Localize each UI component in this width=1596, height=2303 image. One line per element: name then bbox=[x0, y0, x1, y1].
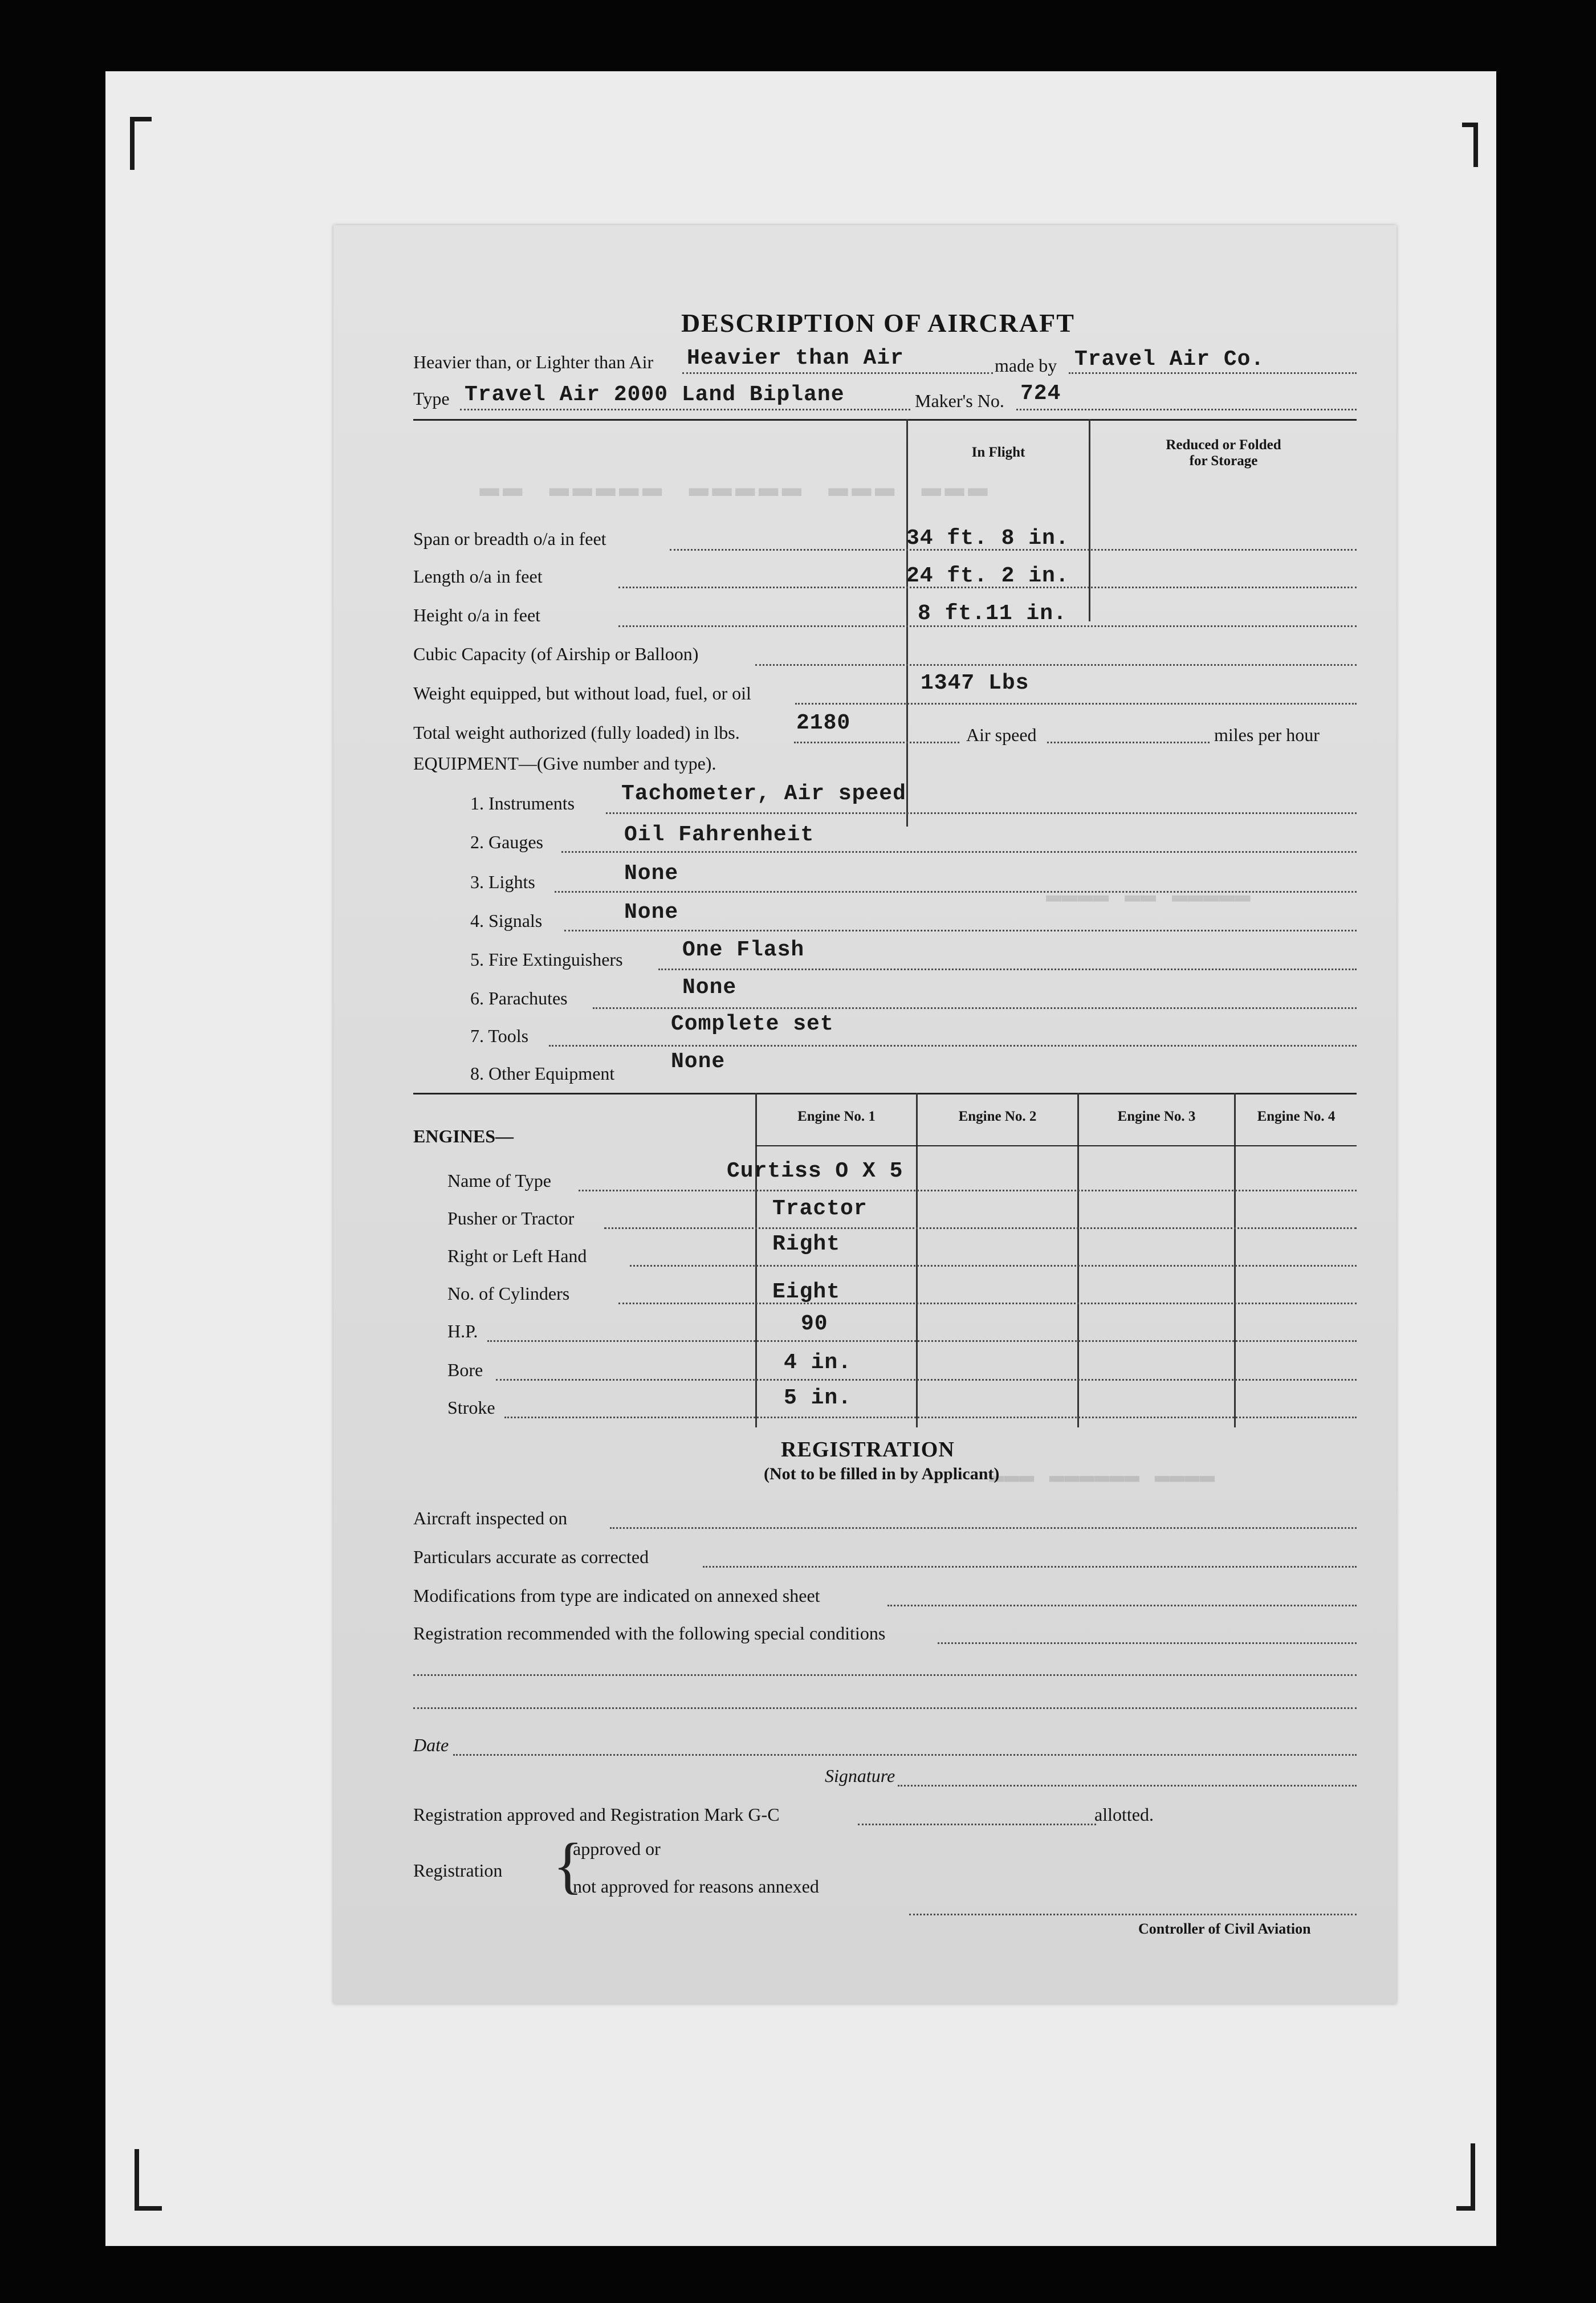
height-label: Height o/a in feet bbox=[413, 605, 541, 625]
equipment-4-line bbox=[564, 930, 1357, 931]
recommended-line-1 bbox=[938, 1642, 1357, 1644]
engine-1-hp-value: 90 bbox=[801, 1312, 828, 1336]
equipment-8-value: None bbox=[671, 1049, 726, 1074]
recommended-line-2 bbox=[413, 1674, 1357, 1676]
engine-2-header: Engine No. 2 bbox=[958, 1109, 1037, 1124]
engine-row-hand-line bbox=[630, 1265, 1357, 1267]
engine-3-header: Engine No. 3 bbox=[1117, 1109, 1196, 1124]
equipment-2-line bbox=[561, 851, 1357, 853]
total-weight-value: 2180 bbox=[796, 711, 851, 735]
heavier-lighter-label: Heavier than, or Lighter than Air bbox=[413, 352, 654, 372]
engine-4-header: Engine No. 4 bbox=[1257, 1109, 1336, 1124]
engine-1-header: Engine No. 1 bbox=[797, 1109, 876, 1124]
in-flight-header: In Flight bbox=[971, 445, 1025, 460]
form-sheet bbox=[333, 225, 1396, 2004]
mark-label: Registration approved and Registration Mark G-C bbox=[413, 1804, 780, 1825]
registration-brace: { bbox=[553, 1830, 583, 1900]
engine-row-pusher-line bbox=[604, 1227, 1357, 1229]
engine-row-name-line bbox=[579, 1190, 1357, 1191]
engine-1-left-rule bbox=[755, 1093, 757, 1427]
crop-mark-bottom-left bbox=[135, 2149, 162, 2211]
equipment-6-value: None bbox=[682, 975, 737, 1000]
dimensions-top-rule bbox=[413, 419, 1357, 421]
engine-row-cylinders-line bbox=[618, 1303, 1357, 1304]
bleed-through-marks-2: ▬▬▬▬▬ ▬▬ ▬▬▬▬ bbox=[1046, 881, 1251, 910]
type-value: Travel Air 2000 Land Biplane bbox=[465, 383, 845, 407]
makers-no-line bbox=[1016, 409, 1357, 410]
controller-label: Controller of Civil Aviation bbox=[1138, 1920, 1311, 1937]
equipment-5-line bbox=[658, 969, 1357, 970]
makers-no-value: 724 bbox=[1020, 381, 1061, 406]
recommended-label: Registration recommended with the following special conditions bbox=[413, 1623, 886, 1643]
air-speed-label: Air speed bbox=[966, 725, 1037, 745]
reduced-header-line1: Reduced or Folded bbox=[1166, 437, 1281, 453]
engine-1-cylinders-value: Eight bbox=[772, 1280, 841, 1304]
registration-label: Registration bbox=[413, 1860, 503, 1881]
date-label: Date bbox=[413, 1735, 449, 1755]
signature-line bbox=[898, 1785, 1357, 1787]
not-approved-label: not approved for reasons annexed bbox=[573, 1876, 819, 1897]
engine-4-left-rule bbox=[1234, 1093, 1236, 1427]
span-value: 34 ft. 8 in. bbox=[906, 526, 1069, 551]
crop-mark-bottom-right bbox=[1456, 2143, 1475, 2211]
made-by-label: made by bbox=[995, 355, 1057, 376]
engine-row-hp-label: H.P. bbox=[447, 1321, 478, 1341]
height-value: 8 ft.11 in. bbox=[918, 601, 1067, 626]
mark-line bbox=[858, 1824, 1096, 1825]
weight-equipped-value: 1347 Lbs bbox=[921, 671, 1029, 695]
allotted-label: allotted. bbox=[1094, 1804, 1154, 1825]
weight-equipped-line bbox=[795, 703, 1357, 705]
equipment-8-label: 8. Other Equipment bbox=[470, 1063, 615, 1084]
length-value: 24 ft. 2 in. bbox=[906, 564, 1069, 588]
cubic-capacity-line bbox=[755, 664, 1357, 666]
equipment-4-label: 4. Signals bbox=[470, 910, 543, 931]
inspected-label: Aircraft inspected on bbox=[413, 1508, 568, 1528]
engine-2-left-rule bbox=[916, 1093, 918, 1427]
engine-3-left-rule bbox=[1077, 1093, 1079, 1427]
modifications-label: Modifications from type are indicated on annexed sheet bbox=[413, 1585, 820, 1606]
made-by-value: Travel Air Co. bbox=[1074, 347, 1265, 372]
equipment-7-label: 7. Tools bbox=[470, 1026, 529, 1046]
accurate-label: Particulars accurate as corrected bbox=[413, 1547, 649, 1567]
controller-line bbox=[909, 1914, 1357, 1915]
equipment-1-value: Tachometer, Air speed bbox=[621, 782, 906, 806]
engine-1-name-value: Curtiss O X 5 bbox=[727, 1159, 903, 1183]
engine-1-bore-value: 4 in. bbox=[784, 1350, 852, 1375]
engine-row-stroke-line bbox=[504, 1417, 1357, 1418]
bleed-through-marks-3: ▬▬▬▬ ▬▬▬▬▬▬ ▬▬▬ bbox=[989, 1462, 1215, 1491]
engine-row-bore-label: Bore bbox=[447, 1360, 483, 1380]
span-label: Span or breadth o/a in feet bbox=[413, 528, 606, 549]
equipment-2-value: Oil Fahrenheit bbox=[624, 823, 815, 847]
crop-mark-top-right bbox=[1462, 123, 1478, 167]
bleed-through-marks: ▬▬▬ ▬▬▬ ▬▬▬▬▬ ▬▬▬▬▬ ▬▬ bbox=[476, 470, 988, 507]
signature-label: Signature bbox=[825, 1765, 895, 1786]
modifications-line bbox=[887, 1605, 1357, 1606]
equipment-2-label: 2. Gauges bbox=[470, 832, 543, 852]
inspected-line bbox=[610, 1527, 1357, 1529]
made-by-line bbox=[1069, 372, 1357, 374]
equipment-1-label: 1. Instruments bbox=[470, 793, 575, 813]
air-speed-line bbox=[1047, 742, 1210, 743]
engine-row-pusher-label: Pusher or Tractor bbox=[447, 1208, 575, 1228]
heavier-lighter-line bbox=[682, 372, 993, 374]
form-title: DESCRIPTION OF AIRCRAFT bbox=[681, 308, 1075, 337]
crop-mark-top-left bbox=[130, 117, 152, 170]
engine-1-hand-value: Right bbox=[772, 1232, 841, 1256]
engines-top-rule bbox=[413, 1093, 1357, 1094]
recommended-line-3 bbox=[413, 1707, 1357, 1709]
equipment-7-line bbox=[549, 1045, 1357, 1047]
engine-row-hp-line bbox=[487, 1340, 1357, 1342]
equipment-7-value: Complete set bbox=[671, 1012, 834, 1036]
engines-label: ENGINES— bbox=[413, 1126, 514, 1146]
type-line bbox=[460, 409, 910, 410]
engine-row-bore-line bbox=[496, 1379, 1357, 1381]
equipment-5-label: 5. Fire Extinguishers bbox=[470, 949, 623, 970]
engine-row-stroke-label: Stroke bbox=[447, 1397, 495, 1418]
equipment-6-label: 6. Parachutes bbox=[470, 988, 568, 1008]
length-label: Length o/a in feet bbox=[413, 566, 543, 587]
total-weight-line bbox=[794, 742, 959, 743]
approved-label: approved or bbox=[573, 1838, 661, 1859]
equipment-label: EQUIPMENT—(Give number and type). bbox=[413, 753, 716, 774]
equipment-3-line bbox=[555, 891, 1357, 893]
equipment-1-line bbox=[606, 812, 1357, 814]
heavier-lighter-value: Heavier than Air bbox=[687, 346, 904, 371]
equipment-3-label: 3. Lights bbox=[470, 872, 535, 892]
type-label: Type bbox=[413, 388, 450, 409]
engine-1-stroke-value: 5 in. bbox=[784, 1386, 852, 1410]
equipment-5-value: One Flash bbox=[682, 938, 805, 962]
equipment-6-line bbox=[593, 1007, 1357, 1009]
air-speed-unit: miles per hour bbox=[1214, 725, 1320, 745]
engine-row-hand-label: Right or Left Hand bbox=[447, 1246, 587, 1266]
equipment-3-value: None bbox=[624, 861, 679, 886]
makers-no-label: Maker's No. bbox=[915, 390, 1004, 411]
engine-row-cylinders-label: No. of Cylinders bbox=[447, 1283, 570, 1304]
weight-equipped-label: Weight equipped, but without load, fuel, or oil bbox=[413, 683, 751, 703]
accurate-line bbox=[703, 1566, 1357, 1568]
date-line bbox=[453, 1754, 1357, 1756]
engine-row-name-label: Name of Type bbox=[447, 1170, 551, 1191]
equipment-4-value: None bbox=[624, 900, 679, 925]
total-weight-label: Total weight authorized (fully loaded) in lbs. bbox=[413, 722, 740, 743]
registration-subtitle: (Not to be filled in by Applicant) bbox=[764, 1464, 1000, 1483]
engine-1-pusher-value: Tractor bbox=[772, 1197, 868, 1221]
engines-header-rule bbox=[755, 1145, 1357, 1146]
reduced-header-line2: for Storage bbox=[1189, 453, 1258, 469]
cubic-capacity-label: Cubic Capacity (of Airship or Balloon) bbox=[413, 644, 699, 664]
in-flight-left-rule bbox=[906, 419, 908, 827]
registration-title: REGISTRATION bbox=[781, 1438, 955, 1462]
